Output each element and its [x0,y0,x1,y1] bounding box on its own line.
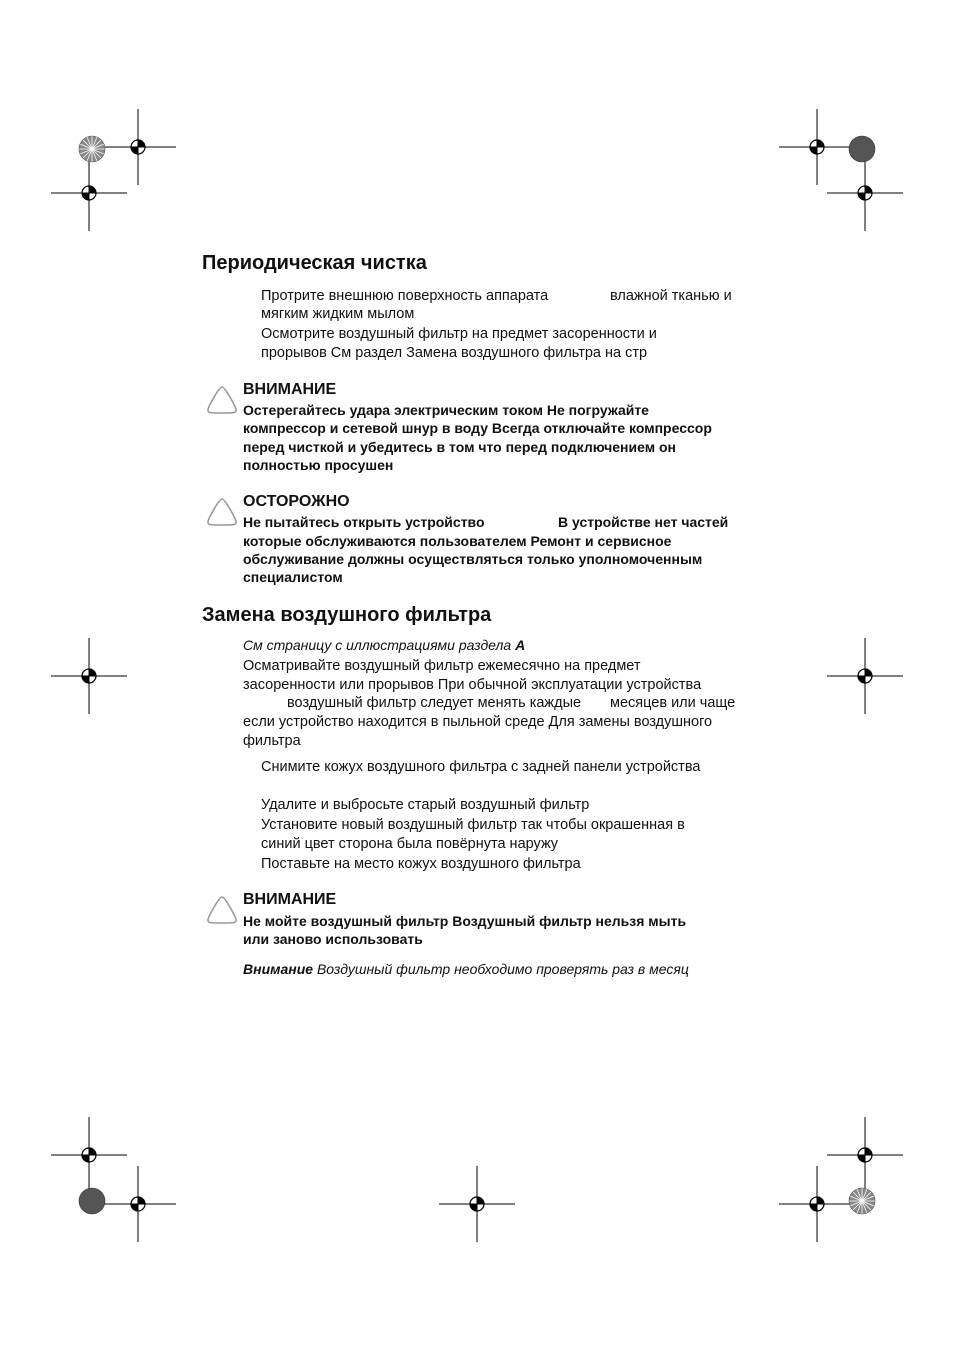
section-title-filter-replacement: Замена воздушного фильтра [202,604,492,626]
step-item: синий цвет сторона была повёрнута наружу [261,836,559,852]
text-line: мягким жидким мылом [261,306,415,322]
registration-mark-icon [100,109,176,185]
registration-mark-icon [779,1166,855,1242]
text-line: воздушный фильтр следует менять каждые [287,695,582,711]
notice-line: обслуживание должны осуществляться только уполномоченным [243,551,703,567]
notice-line: Не мойте воздушный фильтр Воздушный фильтр нельзя мыть [243,913,687,929]
text-line: если устройство находится в пыльной среде Для замены воздушного [243,714,713,730]
registration-mark-icon [51,1117,127,1193]
text-line: фильтра [243,733,301,749]
color-calibration-circle-icon [79,1188,105,1214]
step-item: Установите новый воздушный фильтр так чтобы окрашенная в [261,817,685,833]
footnote [243,961,689,977]
registration-mark-icon [51,638,127,714]
notice-line: перед чисткой и убедитесь в том что перед подключением он [243,439,676,455]
registration-mark-icon [439,1166,515,1242]
notice-line: полностью просушен [243,457,394,473]
notice-line: Не пытайтесь открыть устройство [243,514,485,530]
text-line: месяцев или чаще [610,695,736,711]
color-calibration-circle-icon [849,1188,875,1214]
section-title-periodic-cleaning: Периодическая чистка [202,252,427,274]
notice-title: ОСТОРОЖНО [243,493,350,510]
caution-triangle-icon [205,497,239,527]
text-line: влажной тканью и [610,288,732,304]
reference-text: См страницу с иллюстрациями раздела [243,637,516,653]
color-calibration-circle-icon [79,136,105,162]
registration-mark-icon [827,638,903,714]
notice-line: которые обслуживаются пользователем Ремонт и сервисное [243,533,672,549]
step-item: Поставьте на место кожух воздушного фильтра [261,856,581,872]
text-line: Осмотрите воздушный фильтр на предмет засоренности и [261,326,657,342]
reference-letter: A [515,637,526,653]
registration-mark-icon [827,155,903,231]
color-calibration-circle-icon [849,136,875,162]
text-line: прорывов См раздел Замена воздушного фильтра на стр [261,345,648,361]
text-line: засоренности или прорывов При обычной эксплуатации устройства [243,677,702,693]
text-line: Протрите внешнюю поверхность аппарата [261,288,549,304]
illustration-reference [243,637,525,653]
registration-mark-icon [51,155,127,231]
step-item: Снимите кожух воздушного фильтра с задней панели устройства [261,759,701,775]
caution-triangle-icon [205,385,239,415]
registration-mark-icon [827,1117,903,1193]
text-line: Осматривайте воздушный фильтр ежемесячно на предмет [243,658,641,674]
caution-triangle-icon [205,895,239,925]
notice-line: специалистом [243,569,343,585]
registration-mark-icon [779,109,855,185]
notice-line: В устройстве нет частей [558,514,729,530]
footnote-text: Воздушный фильтр необходимо проверять раз в месяц [313,961,689,977]
notice-line: или заново использовать [243,931,423,947]
notice-line: Остерегайтесь удара электрическим током Не погружайте [243,402,649,418]
footnote-label: Внимание [243,961,314,977]
notice-title: ВНИМАНИЕ [243,891,337,908]
notice-line: компрессор и сетевой шнур в воду Всегда отключайте компрессор [243,420,712,436]
registration-mark-icon [100,1166,176,1242]
notice-title: ВНИМАНИЕ [243,381,337,398]
step-item: Удалите и выбросьте старый воздушный фильтр [261,797,590,813]
